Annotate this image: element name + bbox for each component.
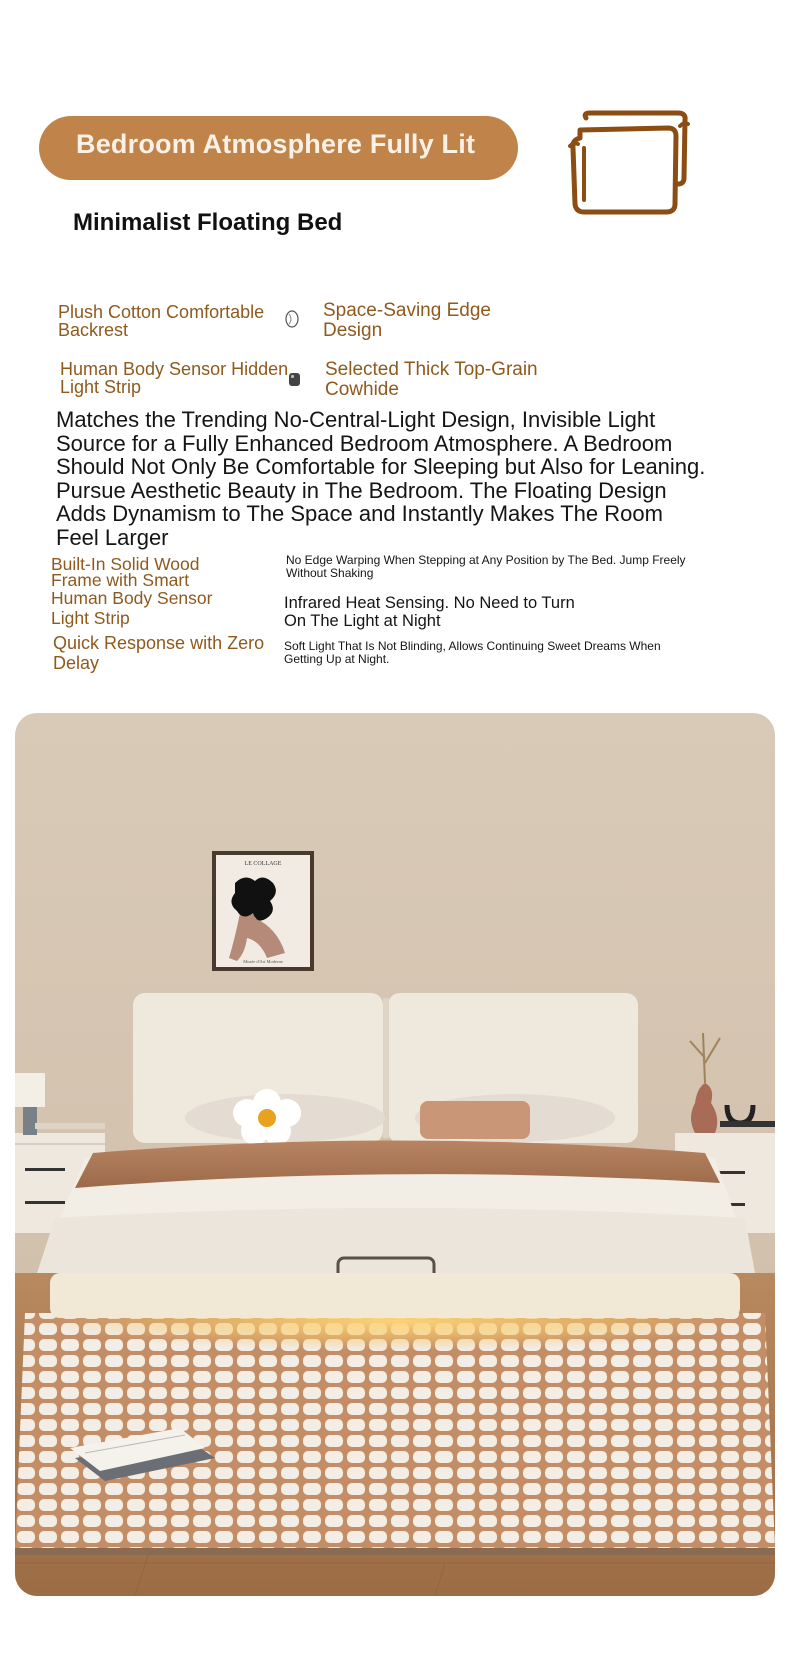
- detail-note-frame: [286, 554, 716, 580]
- detail-note-sensor: [284, 594, 575, 630]
- feature-line: Backrest: [58, 320, 129, 340]
- feature-line: Plush Cotton Comfortable: [58, 302, 265, 322]
- detail-line: Delay: [53, 653, 100, 673]
- product-description: Matches the Trending No-Central-Light Design, Invisible Light Source for a Fully Enhanced Bedroom Atmosphere. A Bedroom Should Not Only Be Comfortable for Sleeping but Also for Leaning. Pursue Aesthetic Beauty in The Bedroom. The Floating Design Adds Dynamism to The Space and Instantly Makes The Room Feel Larger: [56, 407, 706, 550]
- feature-line: Design: [323, 320, 383, 341]
- detail-line: Getting Up at Night.: [284, 652, 390, 666]
- detail-line: Without Shaking: [286, 566, 374, 580]
- feature-line: Selected Thick Top-Grain: [325, 359, 538, 380]
- feature-plush-backrest: [58, 303, 264, 339]
- feature-line: Cowhide: [325, 379, 399, 400]
- feature-space-saving: [323, 301, 491, 341]
- feature-sensor-light: [60, 360, 288, 396]
- product-subtitle: Minimalist Floating Bed: [73, 209, 343, 236]
- pillow-icon: [568, 108, 698, 220]
- poster-title: LE COLLAGE: [244, 861, 282, 867]
- feature-line: Light Strip: [60, 377, 142, 397]
- detail-line: Frame with Smart: [51, 570, 190, 590]
- detail-line: On The Light at Night: [284, 612, 441, 630]
- detail-note-response: [284, 640, 714, 666]
- feature-line: Human Body Sensor Hidden: [60, 359, 289, 379]
- bedroom-scene: [15, 713, 775, 1596]
- feature-line: Space-Saving Edge: [323, 300, 491, 321]
- banner-title: Bedroom Atmosphere Fully Lit: [76, 129, 476, 159]
- bed-mattress: [37, 1141, 755, 1289]
- feature-top-grain-cowhide: [325, 360, 538, 400]
- sensor-icon: [287, 370, 303, 390]
- detail-line: Human Body Sensor: [51, 588, 213, 608]
- detail-line: Infrared Heat Sensing. No Need to Turn: [284, 594, 575, 612]
- detail-line: Soft Light That Is Not Blinding, Allows Continuing Sweet Dreams When: [284, 639, 661, 653]
- detail-line: Built-In Solid Wood: [51, 554, 200, 574]
- detail-label-response: [53, 633, 264, 673]
- detail-line: Quick Response with Zero: [53, 633, 265, 653]
- detail-line: No Edge Warping When Stepping at Any Position by The Bed. Jump Freely: [286, 553, 686, 567]
- detail-line: Light Strip: [51, 608, 130, 628]
- cushion-icon: [284, 309, 300, 329]
- wall-poster: [212, 851, 314, 971]
- floating-bed-base: [50, 1273, 740, 1318]
- detail-label-sensor: [51, 588, 212, 628]
- detail-label-frame: [51, 556, 200, 588]
- poster-caption: Musée d'Art Moderne: [243, 959, 283, 964]
- product-photo: [15, 713, 775, 1596]
